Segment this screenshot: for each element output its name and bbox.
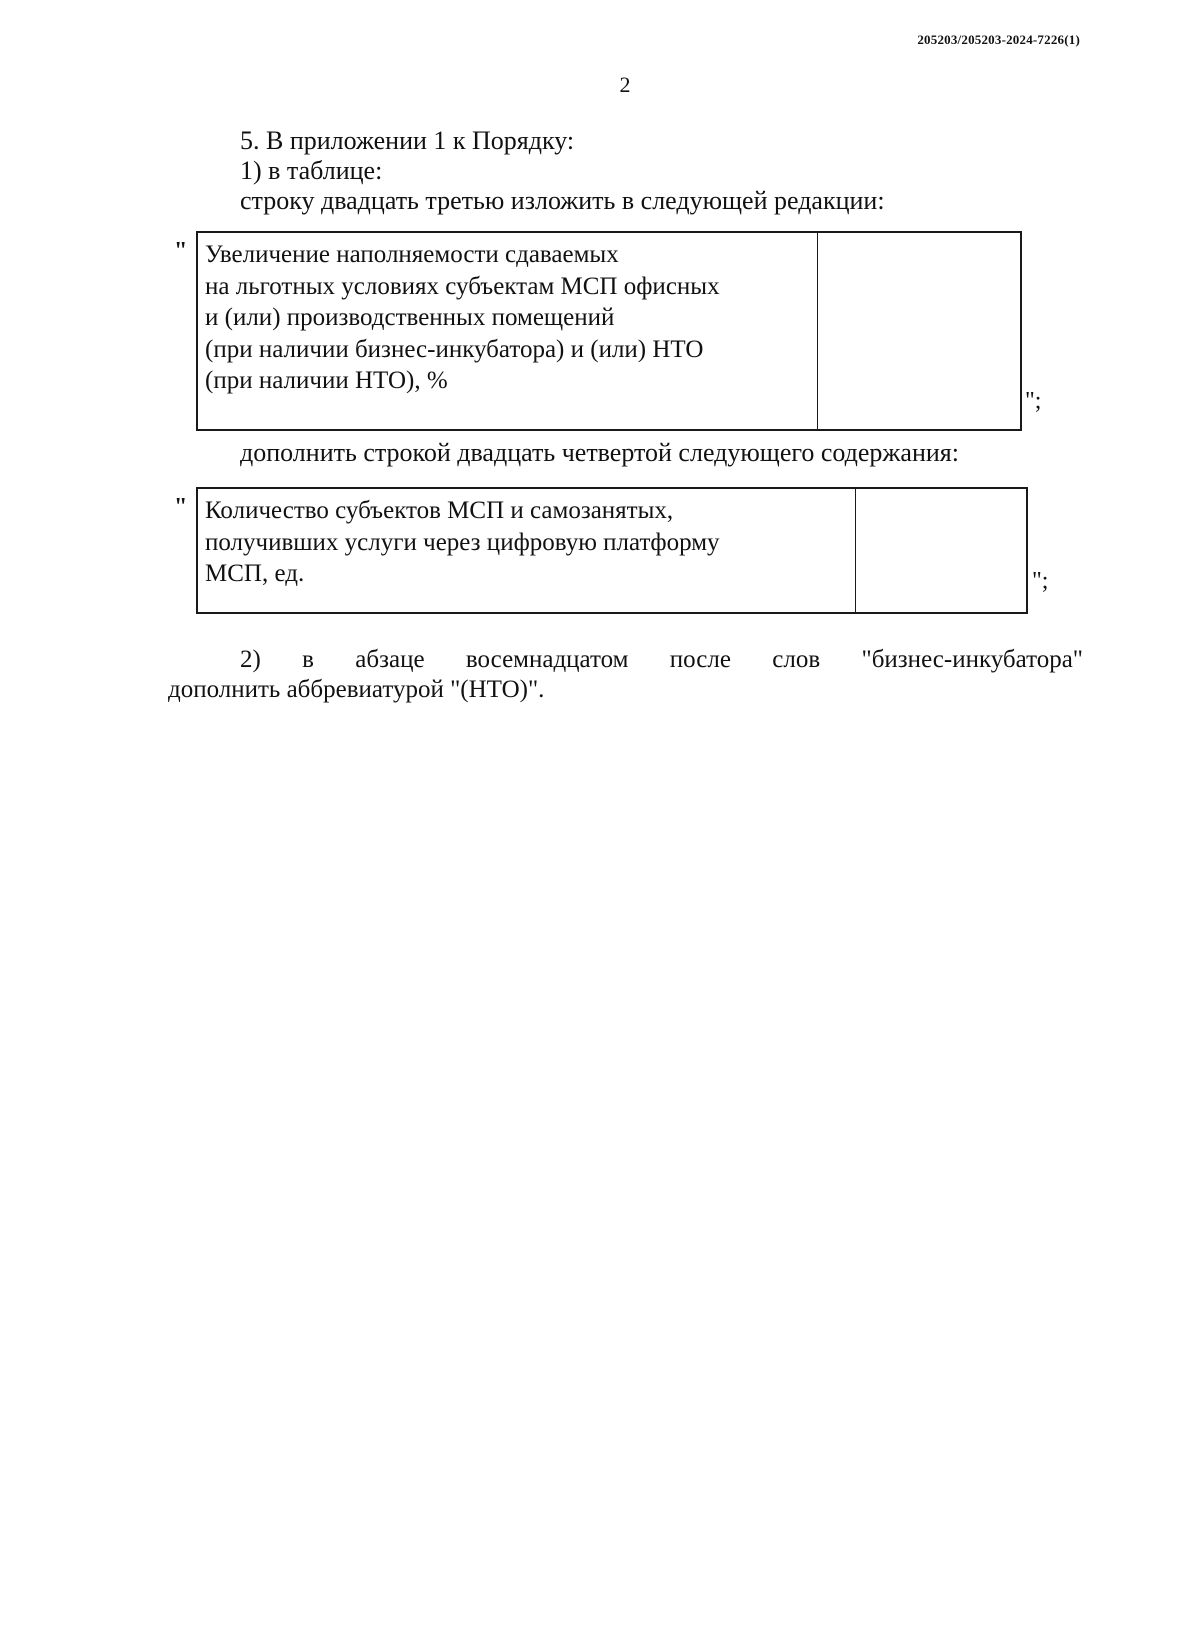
table-2-line: Количество субъектов МСП и самозанятых, <box>205 497 674 524</box>
table-1-line: Увеличение наполняемости сдаваемых <box>205 241 619 268</box>
table-1-label-cell <box>205 239 720 397</box>
table-1-close-quote: "; <box>1025 388 1042 414</box>
page-number: 2 <box>619 72 631 97</box>
paragraph-row-24: дополнить строкой двадцать четвертой следующего содержания: <box>240 438 959 467</box>
paragraph-table-item: 1) в таблице: <box>240 156 383 185</box>
table-2-label-cell <box>205 495 720 590</box>
document-id: 205203/205203-2024-7226(1) <box>917 32 1080 47</box>
table-2-line: МСП, ед. <box>205 560 305 587</box>
table-1-line: на льготных условиях субъектам МСП офисных <box>205 272 720 300</box>
table-2-column-divider <box>855 489 856 612</box>
table-2-close-quote: "; <box>1032 568 1049 594</box>
paragraph-abbreviation-line-1: 2) в абзаце восемнадцатом после слов "бизнес-инкубатора" <box>240 646 1083 673</box>
table-1-line: (при наличии НТО), % <box>205 367 448 394</box>
table-1-line: (при наличии бизнес-инкубатора) и (или) НТО <box>205 335 704 363</box>
table-row-23 <box>196 231 1022 431</box>
table-1-line: и (или) производственных помещений <box>205 304 615 331</box>
table-1-column-divider <box>817 233 818 429</box>
paragraph-appendix: 5. В приложении 1 к Порядку: <box>240 126 575 155</box>
paragraph-row-23: строку двадцать третью изложить в следующей редакции: <box>240 186 885 215</box>
table-2-open-quote: " <box>174 494 188 520</box>
table-1-open-quote: " <box>174 238 188 264</box>
table-2-line: получивших услуги через цифровую платформу <box>205 528 720 556</box>
paragraph-abbreviation-line-2: дополнить аббревиатурой "(НТО)". <box>168 676 545 703</box>
table-row-24 <box>196 487 1028 614</box>
